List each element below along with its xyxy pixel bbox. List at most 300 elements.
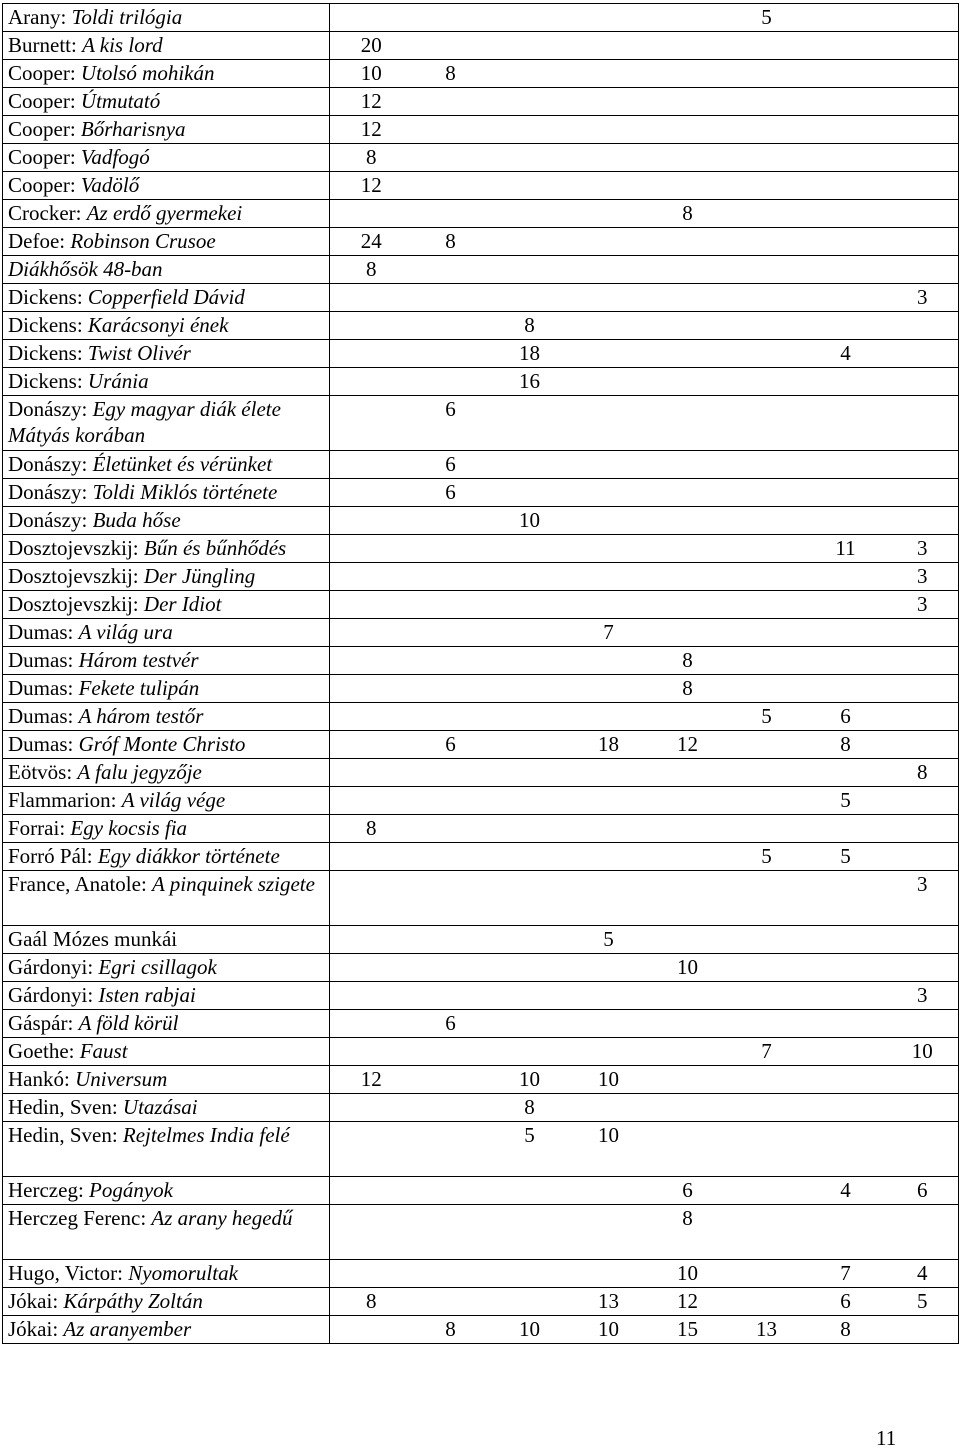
book-title: Diákhősök 48-ban xyxy=(8,257,163,281)
author-name: Burnett: xyxy=(8,33,83,57)
count-cell: 24 xyxy=(330,228,410,256)
author-name: Donászy: xyxy=(8,480,93,504)
book-title: Rejtelmes India felé xyxy=(122,1123,290,1147)
author-name: Dumas: xyxy=(8,676,79,700)
count-cell: 6 xyxy=(410,451,489,479)
count-cell xyxy=(726,172,805,200)
count-cell xyxy=(726,871,805,926)
count-cell xyxy=(489,1205,568,1260)
count-cell xyxy=(568,1038,647,1066)
count-cell xyxy=(410,1205,489,1260)
book-title: Az aranyember xyxy=(63,1317,192,1341)
count-cell xyxy=(884,843,959,871)
count-cell xyxy=(884,116,959,144)
count-cell xyxy=(330,340,410,368)
count-cell xyxy=(647,926,726,954)
count-cell xyxy=(330,1205,410,1260)
author-name: Dumas: xyxy=(8,704,79,728)
count-cell xyxy=(884,954,959,982)
count-cell xyxy=(330,647,410,675)
count-cell xyxy=(330,731,410,759)
count-cell xyxy=(410,563,489,591)
count-cell xyxy=(647,228,726,256)
author-name: Forró Pál: xyxy=(8,844,98,868)
book-title: Az arany hegedű xyxy=(151,1206,293,1230)
count-cell: 18 xyxy=(489,340,568,368)
count-cell xyxy=(410,1038,489,1066)
count-cell xyxy=(884,228,959,256)
count-cell xyxy=(726,88,805,116)
count-cell xyxy=(410,340,489,368)
count-cell xyxy=(647,396,726,451)
count-cell xyxy=(489,200,568,228)
book-cell xyxy=(3,787,330,815)
book-title: Nyomorultak xyxy=(128,1261,238,1285)
table-row xyxy=(3,675,959,703)
count-cell xyxy=(647,1038,726,1066)
count-cell xyxy=(726,1122,805,1177)
table-row xyxy=(3,228,959,256)
count-cell: 3 xyxy=(884,535,959,563)
table-row xyxy=(3,1094,959,1122)
count-cell xyxy=(489,759,568,787)
count-cell xyxy=(410,32,489,60)
author-name: Gárdonyi: xyxy=(8,983,99,1007)
count-cell xyxy=(410,535,489,563)
count-cell xyxy=(884,731,959,759)
book-title: Robinson Crusoe xyxy=(70,229,216,253)
count-cell xyxy=(726,1288,805,1316)
book-cell xyxy=(3,1010,330,1038)
count-cell: 3 xyxy=(884,871,959,926)
book-cell xyxy=(3,256,330,284)
count-cell xyxy=(568,32,647,60)
count-cell xyxy=(805,563,884,591)
count-cell xyxy=(410,284,489,312)
count-cell xyxy=(647,787,726,815)
author-name: Dickens: xyxy=(8,369,88,393)
count-cell xyxy=(568,172,647,200)
table-row xyxy=(3,759,959,787)
count-cell xyxy=(330,451,410,479)
count-cell xyxy=(330,787,410,815)
book-cell xyxy=(3,815,330,843)
count-cell xyxy=(805,479,884,507)
count-cell xyxy=(805,759,884,787)
count-cell xyxy=(805,200,884,228)
book-title: Bűn és bűnhődés xyxy=(143,536,287,560)
author-name: Herczeg Ferenc: xyxy=(8,1206,152,1230)
count-cell xyxy=(884,396,959,451)
table-row xyxy=(3,507,959,535)
count-cell xyxy=(489,1038,568,1066)
count-cell: 6 xyxy=(410,731,489,759)
count-cell xyxy=(568,871,647,926)
count-cell xyxy=(805,1010,884,1038)
author-name: Hedin, Sven: xyxy=(8,1095,123,1119)
author-name: Cooper: xyxy=(8,61,81,85)
book-title: Universum xyxy=(75,1067,168,1091)
count-cell: 13 xyxy=(568,1288,647,1316)
count-cell: 6 xyxy=(410,1010,489,1038)
count-cell xyxy=(410,759,489,787)
book-cell xyxy=(3,647,330,675)
count-cell: 8 xyxy=(647,675,726,703)
count-cell: 8 xyxy=(330,144,410,172)
count-cell xyxy=(805,368,884,396)
count-cell xyxy=(726,312,805,340)
book-cell xyxy=(3,368,330,396)
count-cell xyxy=(884,368,959,396)
count-cell xyxy=(330,954,410,982)
count-cell xyxy=(726,396,805,451)
count-cell xyxy=(884,703,959,731)
book-cell xyxy=(3,926,330,954)
count-cell xyxy=(489,228,568,256)
count-cell: 8 xyxy=(805,1316,884,1344)
count-cell xyxy=(647,1066,726,1094)
count-cell xyxy=(410,507,489,535)
count-cell xyxy=(647,759,726,787)
count-cell: 13 xyxy=(726,1316,805,1344)
count-cell: 8 xyxy=(647,1205,726,1260)
count-cell xyxy=(568,228,647,256)
count-cell xyxy=(805,1094,884,1122)
count-cell xyxy=(330,843,410,871)
count-cell xyxy=(410,843,489,871)
book-cell xyxy=(3,340,330,368)
count-cell xyxy=(489,172,568,200)
count-cell xyxy=(489,563,568,591)
book-title: Utolsó mohikán xyxy=(80,61,215,85)
count-cell xyxy=(489,675,568,703)
count-cell xyxy=(726,535,805,563)
count-cell xyxy=(410,954,489,982)
count-cell xyxy=(410,591,489,619)
count-cell xyxy=(647,451,726,479)
count-cell xyxy=(647,340,726,368)
book-cell xyxy=(3,60,330,88)
count-cell xyxy=(884,1205,959,1260)
count-cell xyxy=(647,1094,726,1122)
count-cell xyxy=(647,88,726,116)
count-cell xyxy=(330,926,410,954)
book-title: A pinquinek szigete xyxy=(152,872,315,896)
table-row xyxy=(3,312,959,340)
book-title: Uránia xyxy=(87,369,149,393)
count-cell: 8 xyxy=(330,1288,410,1316)
count-cell xyxy=(489,1260,568,1288)
count-cell xyxy=(489,284,568,312)
book-title: Fekete tulipán xyxy=(78,676,200,700)
count-cell: 8 xyxy=(647,647,726,675)
count-cell xyxy=(489,451,568,479)
table-row xyxy=(3,815,959,843)
count-cell: 6 xyxy=(805,703,884,731)
count-cell xyxy=(330,507,410,535)
count-cell xyxy=(330,535,410,563)
author-name: Dosztojevszkij: xyxy=(8,592,144,616)
count-cell xyxy=(805,1122,884,1177)
count-cell xyxy=(330,759,410,787)
count-cell xyxy=(647,479,726,507)
count-cell xyxy=(647,843,726,871)
count-cell xyxy=(726,1066,805,1094)
book-title: Három testvér xyxy=(78,648,199,672)
author-name: Crocker: xyxy=(8,201,87,225)
table-row xyxy=(3,787,959,815)
count-cell xyxy=(568,787,647,815)
count-cell: 12 xyxy=(330,1066,410,1094)
count-cell: 5 xyxy=(884,1288,959,1316)
book-title: Utazásai xyxy=(122,1095,198,1119)
count-cell: 3 xyxy=(884,563,959,591)
book-title: Életünket és vérünket xyxy=(92,452,273,476)
table-row xyxy=(3,284,959,312)
table-row xyxy=(3,396,959,451)
count-cell xyxy=(330,1260,410,1288)
count-cell xyxy=(489,619,568,647)
book-cell xyxy=(3,1038,330,1066)
count-cell xyxy=(568,88,647,116)
table-row xyxy=(3,88,959,116)
count-cell xyxy=(489,396,568,451)
author-name: Goethe: xyxy=(8,1039,80,1063)
count-cell xyxy=(647,871,726,926)
book-title: A föld körül xyxy=(78,1011,179,1035)
table-row xyxy=(3,1038,959,1066)
count-cell xyxy=(726,1010,805,1038)
count-cell xyxy=(568,256,647,284)
count-cell xyxy=(568,200,647,228)
count-cell: 10 xyxy=(489,1316,568,1344)
count-cell xyxy=(568,675,647,703)
count-cell: 3 xyxy=(884,591,959,619)
count-cell xyxy=(330,284,410,312)
book-cell xyxy=(3,1288,330,1316)
count-cell xyxy=(805,4,884,32)
book-cell xyxy=(3,982,330,1010)
count-cell xyxy=(489,32,568,60)
book-title: Karácsonyi ének xyxy=(87,313,229,337)
book-cell xyxy=(3,1094,330,1122)
count-cell xyxy=(647,144,726,172)
author-name: Flammarion: xyxy=(8,788,122,812)
author-name: Gárdonyi: xyxy=(8,955,99,979)
count-cell xyxy=(568,396,647,451)
count-cell xyxy=(647,368,726,396)
book-cell xyxy=(3,1205,330,1260)
count-cell: 6 xyxy=(805,1288,884,1316)
count-cell xyxy=(805,312,884,340)
count-cell xyxy=(726,1094,805,1122)
count-cell xyxy=(489,647,568,675)
count-cell xyxy=(330,396,410,451)
book-cell xyxy=(3,1316,330,1344)
count-cell xyxy=(884,926,959,954)
count-cell xyxy=(330,479,410,507)
table-row xyxy=(3,871,959,926)
count-cell xyxy=(489,144,568,172)
count-cell: 10 xyxy=(647,1260,726,1288)
book-cell xyxy=(3,479,330,507)
count-cell xyxy=(410,256,489,284)
author-name: Hedin, Sven: xyxy=(8,1123,123,1147)
table-row xyxy=(3,200,959,228)
count-cell: 16 xyxy=(489,368,568,396)
table-row xyxy=(3,1316,959,1344)
book-title: Egri csillagok xyxy=(98,955,217,979)
count-cell xyxy=(647,619,726,647)
count-cell xyxy=(410,1066,489,1094)
book-cell xyxy=(3,116,330,144)
author-name: Dumas: xyxy=(8,732,79,756)
count-cell xyxy=(726,1205,805,1260)
count-cell: 4 xyxy=(805,340,884,368)
count-cell xyxy=(726,368,805,396)
count-cell xyxy=(647,1010,726,1038)
count-cell xyxy=(884,1010,959,1038)
count-cell xyxy=(568,1010,647,1038)
count-cell xyxy=(805,1066,884,1094)
count-cell xyxy=(647,703,726,731)
count-cell xyxy=(410,116,489,144)
table-row xyxy=(3,647,959,675)
count-cell xyxy=(805,284,884,312)
count-cell xyxy=(568,563,647,591)
table-row xyxy=(3,172,959,200)
count-cell: 8 xyxy=(330,815,410,843)
table-row xyxy=(3,1288,959,1316)
book-title: Az erdő gyermekei xyxy=(86,201,243,225)
book-cell xyxy=(3,88,330,116)
count-cell xyxy=(884,815,959,843)
count-cell xyxy=(568,647,647,675)
count-cell xyxy=(410,4,489,32)
book-cell xyxy=(3,396,330,451)
count-cell xyxy=(489,703,568,731)
count-cell: 15 xyxy=(647,1316,726,1344)
table-row xyxy=(3,535,959,563)
count-cell xyxy=(805,591,884,619)
count-cell xyxy=(805,871,884,926)
table-row xyxy=(3,1122,959,1177)
count-cell xyxy=(489,787,568,815)
table-row xyxy=(3,619,959,647)
count-cell xyxy=(805,954,884,982)
count-cell: 8 xyxy=(489,1094,568,1122)
count-cell: 6 xyxy=(410,479,489,507)
count-cell xyxy=(726,1260,805,1288)
book-title: A világ vége xyxy=(121,788,226,812)
book-cell xyxy=(3,563,330,591)
count-cell xyxy=(568,507,647,535)
count-cell: 20 xyxy=(330,32,410,60)
count-cell xyxy=(410,1177,489,1205)
count-cell xyxy=(805,228,884,256)
count-cell xyxy=(726,1177,805,1205)
table-row xyxy=(3,954,959,982)
count-cell xyxy=(884,507,959,535)
count-cell xyxy=(884,1094,959,1122)
count-cell xyxy=(726,116,805,144)
count-cell xyxy=(568,284,647,312)
count-cell xyxy=(805,815,884,843)
count-cell xyxy=(726,256,805,284)
count-cell xyxy=(726,60,805,88)
count-cell xyxy=(647,982,726,1010)
book-title: Der Idiot xyxy=(143,592,222,616)
table-row xyxy=(3,479,959,507)
count-cell xyxy=(410,871,489,926)
book-cell xyxy=(3,172,330,200)
table-row xyxy=(3,256,959,284)
author-name: Jókai: xyxy=(8,1289,64,1313)
book-cell xyxy=(3,4,330,32)
count-cell xyxy=(489,479,568,507)
count-cell xyxy=(330,200,410,228)
count-cell xyxy=(726,228,805,256)
count-cell xyxy=(489,815,568,843)
book-cell xyxy=(3,619,330,647)
book-title: Copperfield Dávid xyxy=(87,285,245,309)
count-cell xyxy=(726,507,805,535)
count-cell xyxy=(805,144,884,172)
count-cell xyxy=(568,4,647,32)
book-title: Isten rabjai xyxy=(98,983,196,1007)
count-cell xyxy=(489,4,568,32)
table-row xyxy=(3,1205,959,1260)
count-cell xyxy=(647,256,726,284)
count-cell: 12 xyxy=(647,1288,726,1316)
count-cell xyxy=(330,1122,410,1177)
count-cell: 10 xyxy=(568,1316,647,1344)
book-cell xyxy=(3,32,330,60)
table-row xyxy=(3,60,959,88)
count-cell: 4 xyxy=(884,1260,959,1288)
count-cell xyxy=(647,815,726,843)
count-cell xyxy=(410,1122,489,1177)
count-cell xyxy=(489,871,568,926)
table-row xyxy=(3,4,959,32)
author-name: Dosztojevszkij: xyxy=(8,564,144,588)
count-cell xyxy=(568,535,647,563)
count-cell: 11 xyxy=(805,535,884,563)
book-cell xyxy=(3,731,330,759)
count-cell xyxy=(647,591,726,619)
count-cell xyxy=(568,954,647,982)
count-cell: 8 xyxy=(410,60,489,88)
table-row xyxy=(3,1010,959,1038)
book-cell xyxy=(3,871,330,926)
book-cell xyxy=(3,1122,330,1177)
count-cell xyxy=(410,312,489,340)
count-cell xyxy=(410,1094,489,1122)
count-cell xyxy=(884,675,959,703)
count-cell xyxy=(330,619,410,647)
book-title: Egy magyar diák élete Mátyás korában xyxy=(8,397,281,447)
book-title: Bőrharisnya xyxy=(80,117,186,141)
book-cell xyxy=(3,144,330,172)
book-cell xyxy=(3,1177,330,1205)
book-title: Twist Olivér xyxy=(87,341,191,365)
count-cell xyxy=(805,256,884,284)
count-cell: 4 xyxy=(805,1177,884,1205)
count-cell xyxy=(647,563,726,591)
book-title: A világ ura xyxy=(78,620,173,644)
count-cell xyxy=(884,144,959,172)
author-name: Dumas: xyxy=(8,620,79,644)
